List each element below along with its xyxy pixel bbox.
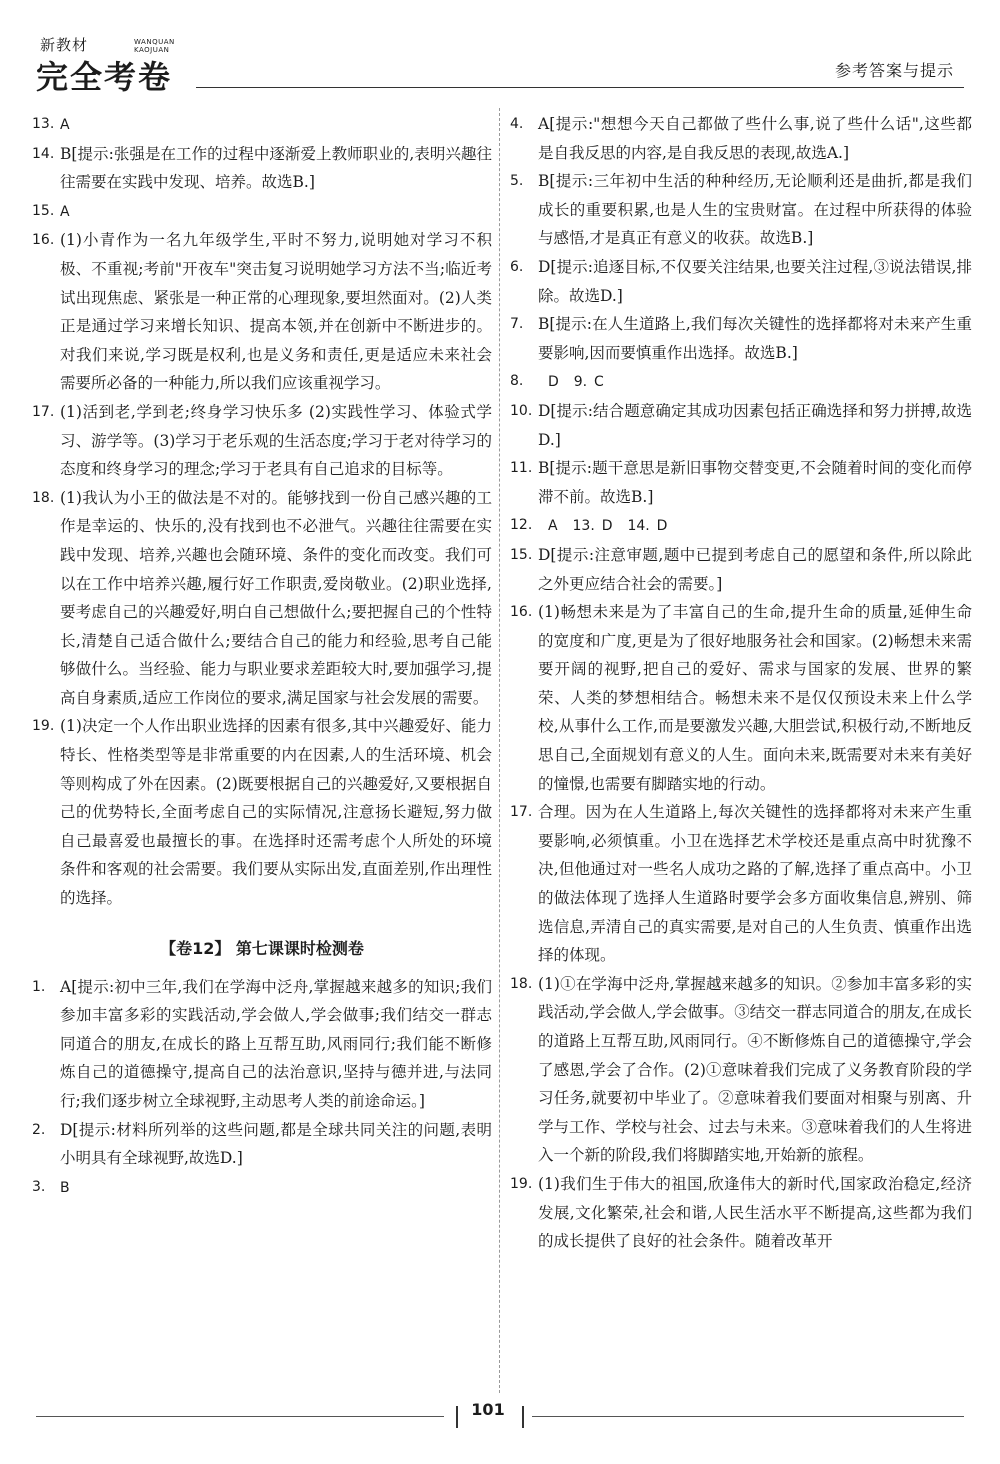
item-number: 6. [510,258,524,275]
brand-small: 新教材 [40,36,89,54]
answer-item [510,310,972,367]
answer-item [32,226,492,398]
item-number: 16. [32,232,55,249]
item-number: 8. [510,373,524,390]
item-text: A [548,518,558,535]
item-number: 17. [32,403,55,420]
item-text: A[提示:初中三年,我们在学海中泛舟,掌握越来越多的知识;我们参加丰富多彩的实践活动,学会做人,学会做事;我们结交一群志同道合的朋友,在成长的路上互帮互助,风雨同行;我们能不断修炼自己的道德操守,提高自己的法治意识,坚持与德并进,与法同行;我们逐步树立全球视野,主动思考人类的前途命运。] [60,977,492,1110]
item-number: 14. [627,518,650,535]
item-text: A [60,203,70,220]
answer-item [510,397,972,454]
answer-item-group [510,511,972,541]
left-column [32,110,492,1202]
footer-rule-right [532,1416,964,1417]
right-column [510,110,972,1256]
column-divider [499,108,500,1393]
answer-item [32,398,492,484]
section-title: 【卷12】 第七课课时检测卷 [160,938,364,958]
item-text: (1)决定一个人作出职业选择的因素有很多,其中兴趣爱好、能力特长、性格类型等是非常重要的内在因素,人的生活环境、机会等则构成了外在因素。(2)既要根据自己的兴趣爱好,又要根据自己的优势特长,全面考虑自己的实际情况,注意扬长避短,努力做自己最喜爱也最擅长的事。在选择时还需考虑个人所处的环境条件和客观的社会需要。我们要从实际出发,直面差别,作出理性的选择。 [60,717,492,908]
answer-item [32,1173,492,1203]
answer-item [510,598,972,798]
footer-rule-left [36,1416,444,1417]
item-text: (1)①在学海中泛舟,掌握越来越多的知识。②参加丰富多彩的实践活动,学会做人,学会做事。③结交一群志同道合的朋友,在成长的道路上互帮互助,风雨同行。④不断修炼自己的道德操守,学会了感恩,学会了合作。(2)①意味着我们完成了义务教育阶段的学习任务,就要初中毕业了。②意味着我们要面对相聚与别离、升学与工作、学校与社会、过去与未来。③意味着我们的人生将进入一个新的阶段,我们将脚踏实地,开始新的旅程。 [538,974,973,1165]
item-text: (1)我认为小王的做法是不对的。能够找到一份自己感兴趣的工作是幸运的、快乐的,没有找到也不必泄气。兴趣往往需要在实践中发现、培养,兴趣也会随环境、条件的变化而改变。我们可以在工作中培养兴趣,履行好工作职责,爱岗敬业。(2)职业选择,要考虑自己的兴趣爱好,明白自己想做什么;要把握自己的个性特长,清楚自己适合做什么;要结合自己的能力和经验,思考自己能够做什么。当经验、能力与职业要求差距较大时,要加强学习,提高自身素质,适应工作岗位的要求,满足国家与社会发展的需要。 [60,488,493,707]
item-number: 19. [32,718,55,735]
item-number: 14. [32,145,55,162]
item-text: B[提示:张强是在工作的过程中逐渐爱上教师职业的,表明兴趣往往需要在实践中发现、培养。故选B.] [60,144,492,192]
item-number: 19. [510,1175,533,1192]
page-footer [36,1400,964,1440]
answer-item [32,973,492,1116]
item-number: 9. [573,374,588,391]
page-number: 101 [471,1400,505,1419]
item-text: A [60,117,70,133]
item-number: 2. [32,1121,46,1138]
answer-item [32,110,492,140]
item-text: 合理。因为在人生道路上,每次关键性的选择都将对未来产生重要影响,必须慎重。小卫在选择艺术学校还是重点高中时犹豫不决,但他通过对一些名人成功之路的了解,选择了重点高中。小卫的做法体现了选择人生道路时要学会多方面收集信息,辨别、筛选信息,弄清自己的真实需要,是对自己的人生负责、慎重作出选择的体现。 [538,803,972,965]
answer-item [510,970,972,1170]
item-text: (1)畅想未来是为了丰富自己的生命,提升生命的质量,延伸生命的宽度和广度,更是为了很好地服务社会和国家。(2)畅想未来需要开阔的视野,把自己的爱好、需求与国家的发展、世界的繁荣、人类的梦想相结合。畅想未来不是仅仅预设未来上什么学校,从事什么工作,而是要激发兴趣,大胆尝试,积极行动,不断地反思自己,全面规划有意义的人生。面向未来,既需要对未来有美好的憧憬,也需要有脚踏实地的行动。 [538,603,972,793]
answer-item-group [510,367,972,397]
item-text: C [594,374,604,391]
answer-item [510,541,972,598]
item-text: D[提示:材料所列举的这些问题,都是全球共同关注的问题,表明小明具有全球视野,故选D.] [60,1120,492,1168]
brand-en-line-1: WANQUAN [134,38,175,46]
answer-item [510,454,972,511]
item-number: 15. [510,546,533,563]
answer-item [510,1170,972,1256]
item-number: 5. [510,173,524,190]
item-number: 15. [32,202,55,219]
item-text: D[提示:注意审题,题中已提到考虑自己的愿望和条件,所以除此之外更应结合社会的需要。] [538,545,972,593]
item-number: 13. [32,116,55,132]
header-rule [196,87,964,88]
item-text: D [601,518,613,535]
item-text: B[提示:题干意思是新旧事物交替变更,不会随着时间的变化而停滞不前。故选B.] [538,459,972,506]
answer-item [32,140,492,197]
page-header [36,28,964,96]
item-number: 12. [510,517,533,534]
item-text: (1)我们生于伟大的祖国,欣逢伟大的新时代,国家政治稳定,经济发展,文化繁荣,社会和谐,人民生活水平不断提高,这些都为我们的成长提供了良好的社会条件。随着改革开 [538,1174,972,1251]
item-text: (1)活到老,学到老;终身学习快乐多 (2)实践性学习、体验式学习、游学等。(3)学习于老乐观的生活态度;学习于老对待学习的态度和终身学习的理念;学习于老具有自己追求的目标等。 [60,402,492,479]
item-text: B [60,1179,70,1196]
section-header-title: 参考答案与提示 [834,61,954,80]
item-number: 11. [510,460,533,477]
item-text: B[提示:在人生道路上,我们每次关键性的选择都将对未来产生重要影响,因而要慎重作出选择。故选B.] [538,315,972,362]
answer-item [510,798,972,970]
item-number: 1. [32,978,46,995]
item-number: 3. [32,1178,46,1195]
item-text: B[提示:三年初中生活的种种经历,无论顺利还是曲折,都是我们成长的重要积累,也是人生的宝贵财富。在过程中所获得的体验与感悟,才是真正有意义的收获。故选B.] [538,172,972,248]
answer-item [32,197,492,227]
item-text: D[提示:追逐目标,不仅要关注结果,也要关注过程,③说法错误,排除。故选D.] [538,257,972,305]
footer-bar-right [522,1406,524,1428]
answer-item [510,167,972,253]
item-text: D[提示:结合题意确定其成功因素包括正确选择和努力拼搏,故选D.] [538,401,972,449]
answer-item [32,484,492,713]
item-text: D [656,518,668,535]
item-number: 16. [510,604,533,621]
item-number: 7. [510,316,524,333]
item-text: A[提示:"想想今天自己都做了些什么事,说了些什么话",这些都是自我反思的内容,是自我反思的表现,故选A.] [538,115,972,162]
item-text: (1)小青作为一名九年级学生,平时不努力,说明她对学习不积极、不重视;考前"开夜车"突击复习说明她学习方法不当;临近考试出现焦虑、紧张是一种正常的心理现象,要坦然面对。(2)人类正是通过学习来增长知识、提高本领,并在创新中不断进步的。对我们来说,学习既是权利,也是义务和责任,更是适应未来社会需要所必备的一种能力,所以我们应该重视学习。 [60,231,492,393]
brand-logo-title: 完全考卷 [36,58,173,96]
item-text: D [548,374,559,391]
answer-item [510,253,972,310]
item-number: 4. [510,116,524,132]
brand-en-line-2: KAOJUAN [134,46,170,54]
item-number: 13. [572,518,595,535]
item-number: 10. [510,402,533,419]
answer-item [32,1116,492,1173]
item-number: 17. [510,804,533,821]
answer-item [510,110,972,167]
item-number: 18. [32,489,55,506]
answer-item [32,712,492,912]
item-number: 18. [510,975,533,992]
